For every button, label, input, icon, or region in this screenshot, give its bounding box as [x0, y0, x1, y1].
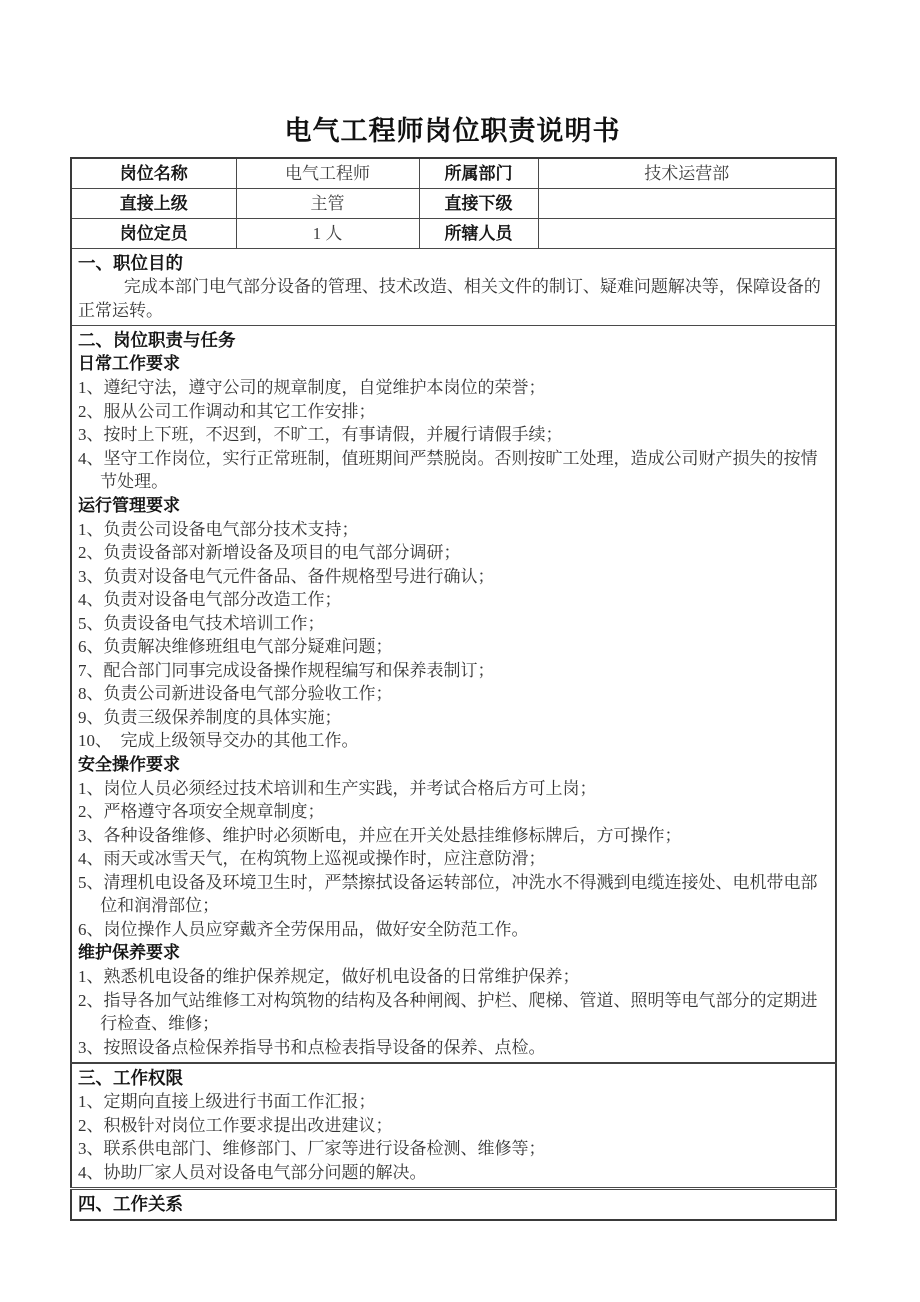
text-line: 2、严格遵守各项安全规章制度；: [78, 802, 325, 821]
text-line: 2、指导各加气站维修工对构筑物的结构及各种闸阀、护栏、爬梯、管道、照明等电气部分的定期进行检查、维修；: [78, 990, 818, 1033]
section-heading-purpose: 一、职位目的: [78, 253, 183, 273]
text-line: 2、服从公司工作调动和其它工作安排；: [78, 401, 376, 421]
section-row-duties: [71, 326, 836, 1064]
text-line: 1、岗位人员必须经过技术培训和生产实践，并考试合格后方可上岗；: [78, 778, 597, 798]
info-value-managed-staff: [538, 219, 836, 249]
text-line: 4、坚守工作岗位，实行正常班制，值班期间严禁脱岗。否则按旷工处理，造成公司财产损失的按情节处理。: [78, 448, 818, 491]
section-row-authority: [71, 1063, 836, 1189]
text-line: 8、负责公司新进设备电气部分验收工作；: [78, 684, 393, 703]
text-line: 3、负责对设备电气元件备品、备件规格型号进行确认；: [78, 566, 495, 586]
text-line: 1、负责公司设备电气部分技术支持；: [78, 519, 359, 539]
info-value-department: 技术运营部: [538, 158, 836, 189]
info-row-superior: [71, 189, 836, 219]
text-line: 6、负责解决维修班组电气部分疑难问题；: [78, 637, 393, 656]
info-label-direct-subordinate: 直接下级: [419, 189, 538, 219]
text-line: 7、配合部门同事完成设备操作规程编写和保养表制订；: [78, 660, 495, 680]
section-row-purpose: [71, 249, 836, 326]
document-title: 电气工程师岗位职责说明书: [284, 116, 621, 146]
text-line: 3、各种设备维修、维护时必须断电，并应在开关处悬挂维修标牌后，方可操作；: [78, 825, 682, 845]
text-line: 安全操作要求: [78, 754, 180, 774]
text-line: 运行管理要求: [78, 495, 180, 515]
info-value-headcount: 1 人: [236, 219, 419, 249]
text-line: 3、按时上下班，不迟到，不旷工，有事请假，并履行请假手续；: [78, 425, 563, 444]
job-description-table: [70, 157, 837, 1221]
info-label-department: 所属部门: [419, 158, 538, 189]
section-table-body: [71, 249, 836, 1221]
text-line: 1、熟悉机电设备的维护保养规定，做好机电设备的日常维护保养；: [78, 967, 580, 986]
info-table-body: [71, 158, 836, 249]
info-value-position-name: 电气工程师: [236, 158, 419, 189]
info-row-position: [71, 158, 836, 189]
info-label-managed-staff: 所辖人员: [419, 219, 538, 249]
info-label-direct-superior: 直接上级: [71, 189, 236, 219]
text-line: 5、清理机电设备及环境卫生时，严禁擦拭设备运转部位，冲洗水不得溅到电缆连接处、电机带电部位和润滑部位；: [78, 872, 818, 915]
text-line: 4、协助厂家人员对设备电气部分问题的解决。: [78, 1162, 427, 1182]
text-line: 2、负责设备部对新增设备及项目的电气部分调研；: [78, 543, 461, 562]
section-blocks-duties: [78, 352, 827, 1059]
info-label-headcount: 岗位定员: [71, 219, 236, 249]
text-line: 5、负责设备电气技术培训工作；: [78, 613, 325, 633]
info-value-direct-subordinate: [538, 189, 836, 219]
text-line: 2、积极针对岗位工作要求提出改进建议；: [78, 1115, 393, 1135]
text-line: 1、遵纪守法，遵守公司的规章制度，自觉维护本岗位的荣誉；: [78, 378, 546, 397]
text-line: 3、联系供电部门、维修部门、厂家等进行设备检测、维修等；: [78, 1139, 546, 1158]
text-line: 6、岗位操作人员应穿戴齐全劳保用品，做好安全防范工作。: [78, 919, 529, 939]
info-value-direct-superior: 主管: [236, 189, 419, 219]
info-label-position-name: 岗位名称: [71, 158, 236, 189]
text-line: 9、负责三级保养制度的具体实施；: [78, 707, 342, 727]
section-heading-duties: 二、岗位职责与任务: [78, 330, 236, 350]
text-line: 完成本部门电气部分设备的管理、技术改造、相关文件的制订、疑难问题解决等，保障设备的正常运转。: [78, 277, 821, 320]
section-heading-authority: 三、工作权限: [78, 1068, 183, 1088]
text-line: 维护保养要求: [78, 943, 180, 962]
section-row-relations: [71, 1189, 836, 1221]
section-heading-relations: 四、工作关系: [78, 1194, 183, 1214]
text-line: 日常工作要求: [78, 354, 180, 373]
text-line: 10、 完成上级领导交办的其他工作。: [78, 731, 359, 750]
section-blocks-purpose: [78, 275, 827, 322]
text-line: 4、雨天或冰雪天气，在构筑物上巡视或操作时，应注意防滑；: [78, 849, 546, 868]
info-row-headcount: [71, 219, 836, 249]
text-line: 4、负责对设备电气部分改造工作；: [78, 590, 342, 609]
text-line: 3、按照设备点检保养指导书和点检表指导设备的保养、点检。: [78, 1037, 546, 1057]
section-blocks-authority: [78, 1090, 827, 1184]
text-line: 1、定期向直接上级进行书面工作汇报；: [78, 1092, 376, 1111]
